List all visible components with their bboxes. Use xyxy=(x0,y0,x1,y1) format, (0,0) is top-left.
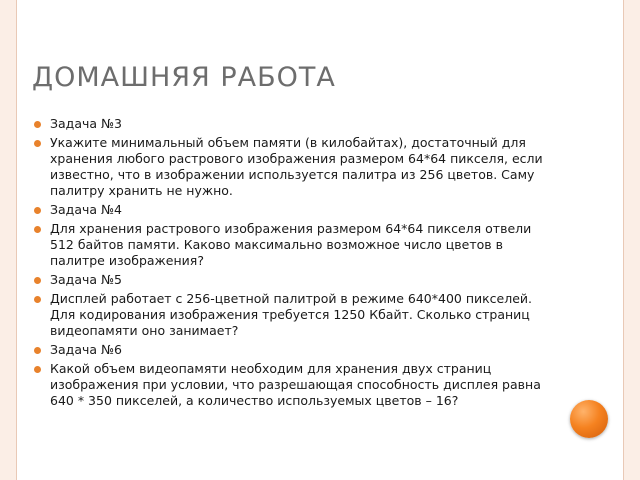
list-item-text: Задача №3 xyxy=(50,116,122,131)
bullet-icon xyxy=(34,226,41,233)
list-item-text: Дисплей работает с 256-цветной палитрой в режиме 640*400 пикселей. Для кодирования изображения требуется 1250 Кбайт. Сколько страниц видеопамяти оно занимает? xyxy=(50,291,533,338)
list-item-text: Для хранения растрового изображения размером 64*64 пикселя отвели 512 байтов памяти. Каково максимально возможное число цветов в палитре изображения? xyxy=(50,221,532,268)
list-item-text: Задача №5 xyxy=(50,272,122,287)
list-item-task5-heading xyxy=(32,272,552,288)
list-item-text: Задача №4 xyxy=(50,202,122,217)
list-item-task3-text xyxy=(32,135,552,199)
bullet-icon xyxy=(34,366,41,373)
list-item-task4-heading xyxy=(32,202,552,218)
bullet-icon xyxy=(34,277,41,284)
bullet-icon xyxy=(34,347,41,354)
list-item-text: Задача №6 xyxy=(50,342,122,357)
bullet-icon xyxy=(34,296,41,303)
bullet-list xyxy=(32,116,552,412)
bullet-icon xyxy=(34,140,41,147)
list-item-task5-text xyxy=(32,291,552,339)
list-item-text: Укажите минимальный объем памяти (в килобайтах), достаточный для хранения любого растрового изображения размером 64*64 пикселя, если известно, что в изображении используется палитра из 256 цветов. Саму палитру хранить не нужно. xyxy=(50,135,543,198)
slide-title: ДОМАШНЯЯ РАБОТА xyxy=(32,62,336,93)
list-item-task6-text xyxy=(32,361,552,409)
decorative-orb-icon xyxy=(570,400,608,438)
list-item-task6-heading xyxy=(32,342,552,358)
list-item-task3-heading xyxy=(32,116,552,132)
bullet-icon xyxy=(34,207,41,214)
list-item-task4-text xyxy=(32,221,552,269)
list-item-text: Какой объем видеопамяти необходим для хранения двух страниц изображения при условии, что разрешающая способность дисплея равна 640 * 350 пикселей, а количество используемых цветов – 16? xyxy=(50,361,541,408)
bullet-icon xyxy=(34,121,41,128)
